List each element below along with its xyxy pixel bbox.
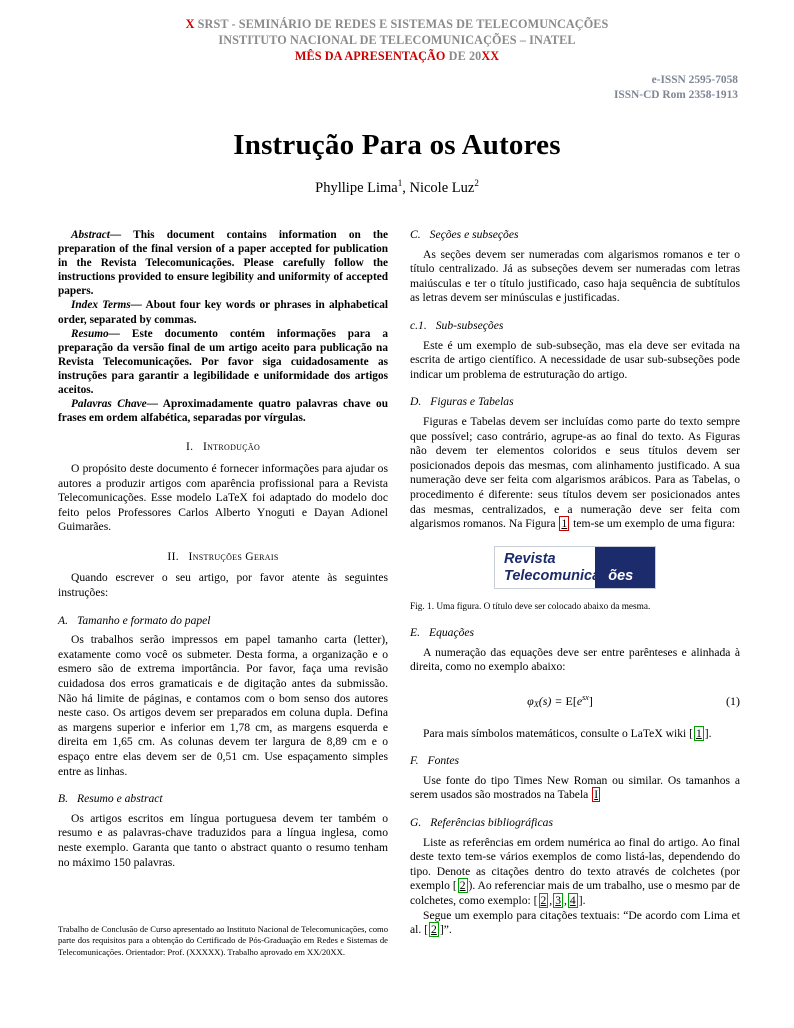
subsection-heading-f [410, 754, 740, 769]
subsection-c1-paragraph: Este é um exemplo de sub-subseção, mas ela deve ser evitada na escrita de artigo científico. A necessidade de usar sub-subseções pode indicar um problema de estruturação do artigo. [410, 338, 740, 381]
abstract-text: This document contains information on the preparation of the final version of a paper accepted for publication in the Revista Telecomunicações. Please carefully follow the instructions provided to ensure legibility and uniformity of accepted papers. [58, 229, 388, 298]
equation-exponent: sx [582, 693, 589, 703]
resumo-text: Este documento contém informações para a preparação da versão final de um artigo aceito para publicação na Revista Telecomunicações. Por favor siga cuidadosamente as instruções para garantir a legibilidade e uniformidade dos artigos aceitos. [58, 327, 388, 397]
presentation-month: MÊS DA APRESENTAÇÃO [294, 49, 446, 63]
author-separator: , [402, 179, 410, 196]
subsection-d-text-b: tem-se um exemplo de uma figura: [570, 517, 736, 531]
author-2-name: Nicole Luz [409, 179, 475, 196]
latex-wiki-text-b: . [708, 726, 712, 740]
abstract-label: Abstract— [71, 229, 122, 241]
subsection-g-text-a: Liste as referências em ordem numérica ao final do artigo. Ao final deste texto tem-se vários exemplos de como listá-las, dependendo do tipo. Denote as citações dentro do texto através de colchetes (por exemplo [410, 835, 740, 893]
subsection-f-text-a: Use fonte do tipo Times New Roman ou similar. Os tamanhos a serem usados são mostrados na Tabela [410, 773, 740, 802]
subsection-heading-c [410, 228, 740, 243]
subsection-a-paragraph: Os trabalhos serão impressos em papel tamanho carta (letter), exatamente como você os submeter. Desta forma, a organização e o esmero são de extrema importância. Por favor, faça uma revisão cuidadosa dos erros gramaticais e de digitação antes da submissão. Não há limite de páginas, e contamos com o bom senso dos autores neste caso. Os artigos devem ser preparados em coluna dupla. Defina as margens superior e inferior em 1,78 cm, as margens esquerda e direita em 1,65 cm. As colunas devem ter largura de 8,89 cm e o espaço entre elas devem ser de 0,51 cm. Use espaçamento simples entre as linhas. [58, 633, 388, 778]
citation-link-4[interactable]: 3 [555, 894, 561, 907]
subsection-g-text-b: ). Ao referenciar mais de um trabalho, use o mesmo par de colchetes, como exemplo: [ [410, 879, 741, 907]
citation-link-1[interactable]: 1 [696, 726, 702, 740]
subsection-e-paragraph: A numeração das equações deve ser entre parênteses e alinhada à direita, como no exemplo abaixo: [410, 645, 740, 674]
conference-line-1 [0, 16, 794, 32]
subsection-heading-c1 [410, 319, 740, 334]
presentation-year: XX [481, 49, 500, 63]
equation-bracket-open: [ [572, 694, 577, 709]
section-1-title: Introdução [202, 440, 261, 454]
section-1-number: I. [185, 440, 194, 454]
subsection-heading-d [410, 395, 740, 410]
author-1-affiliation-marker: 1 [397, 178, 403, 188]
subsection-g-quote-a: Segue um exemplo para citações textuais: “De acordo com Lima et al. [ [410, 908, 740, 937]
subsection-g-paragraph-1: Liste as referências em ordem numérica ao final do artigo. Ao final deste texto tem-se vários exemplos de como listá-las, dependendo do tipo. Denote as citações dentro do texto através de colchetes (por exemplo [ 2 ). Ao referenciar mais de um trabalho, use o mesmo par de colchetes, como exemplo: [ 2 , 3 , 4 ]. [410, 835, 741, 907]
logo-line-1: Revista [504, 550, 556, 567]
citation-link-5[interactable]: 4 [569, 894, 576, 907]
figure-1-caption: Fig. 1. Uma figura. O título deve ser colocado abaixo da mesma. [410, 602, 651, 613]
section-2-number: II. [167, 549, 179, 563]
citation-link-3[interactable]: 2 [540, 894, 547, 907]
index-terms-paragraph [58, 298, 388, 326]
subsection-g-title: Referências bibliográficas [430, 816, 553, 830]
palavras-chave-text: Aproximadamente quatro palavras chave ou frases em ordem alfabética, separadas por vírgulas. [58, 398, 388, 425]
right-column [410, 228, 740, 938]
resumo-label: Resumo— [71, 327, 120, 340]
latex-wiki-paragraph: Para mais símbolos matemáticos, consulte o LaTeX wiki [ 1 ]. [423, 726, 712, 740]
subsection-e-letter: E. [410, 626, 420, 640]
subsection-d-title: Figuras e Tabelas [430, 395, 514, 409]
subsection-a-title: Tamanho e formato do papel [76, 613, 211, 627]
subsection-d-paragraph [410, 415, 740, 532]
logo-text [504, 551, 633, 585]
revista-telecomunicacoes-logo [494, 546, 656, 589]
author-list [0, 178, 794, 197]
subsection-d-letter: D. [410, 395, 422, 409]
page-title: Instrução Para os Autores [233, 129, 561, 161]
subsection-g-text-e: ]. [578, 894, 586, 907]
equation-1-row [410, 691, 740, 713]
section-1-paragraph: O propósito deste documento é fornecer informações para ajudar os autores a produzir artigos com aparência profissional para a Revista Telecomunicações. Esse modelo LaTeX foi adaptado do modelo doc feito pelos Professores Carlos Alberto Ynoguti e Dayan Adionel Guimarães. [58, 461, 388, 534]
citation-link-6[interactable]: 2 [431, 923, 437, 937]
figure-1 [410, 546, 740, 614]
section-2-paragraph: Quando escrever o seu artigo, por favor atente às seguintes instruções: [58, 571, 388, 600]
subsection-f-letter: F. [410, 754, 419, 768]
palavras-chave-paragraph [58, 397, 388, 425]
subsection-f-title: Fontes [427, 754, 460, 768]
subsection-c-title: Seções e subseções [429, 228, 519, 241]
two-column-body [58, 228, 740, 938]
conference-line-3: MÊS DA APRESENTAÇÃO DE 20XX [294, 49, 500, 63]
subsection-d-text-a: Figuras e Tabelas devem ser incluídas como parte do texto sempre que possível; caso contrário, agrupe-as ao final do texto. As Figuras não devem ter elementos coloridos e seus títulos devem ser posicionados depois das mesmas, com alinhamento justificado. A sua numeração deve ser feita com algarismos arábicos. Para as Tabelas, o procedimento é diferente: seus títulos devem ser posicionados antes das mesmas, centralizados, e a numeração deve ser feita com algarismos romanos. Na Figura [410, 414, 740, 531]
conference-line-2: INSTITUTO NACIONAL DE TELECOMUNICAÇÕES – INATEL [218, 33, 576, 47]
subsection-heading-g [410, 816, 740, 831]
table-reference-link[interactable]: I [594, 788, 599, 802]
conference-header [0, 0, 794, 64]
index-terms-text: About four key words or phrases in alphabetical order, separated by commas. [58, 299, 388, 326]
conference-name: SRST - SEMINÁRIO DE REDES E SISTEMAS DE TELECOMUNCAÇÕES [194, 17, 609, 31]
subsection-a-letter: A. [58, 613, 68, 627]
subsection-c-paragraph: As seções devem ser numeradas com algarismos romanos e ter o título centralizado. Já as subseções devem ser numeradas com letras maiúsculas e ter o título justificado, caso haja sequência de subtítulos as letras devem ser minúsculas e justificadas. [410, 247, 740, 305]
equation-arg: (s) = [538, 694, 566, 709]
equation-e: e [576, 694, 583, 709]
equation-phi: φ [527, 694, 534, 709]
author-2-affiliation-marker: 2 [474, 178, 479, 188]
equation-1-body [410, 691, 710, 713]
subsection-heading-e [410, 626, 740, 641]
subsection-g-paragraph-2 [410, 909, 740, 938]
subsection-b-letter: B. [58, 792, 68, 806]
index-terms-label: Index Terms— [71, 299, 142, 312]
subsection-c1-title: Sub-subseções [435, 318, 504, 332]
eissn-line: e-ISSN 2595-7058 [651, 74, 738, 86]
equation-1-number: (1) [726, 694, 740, 709]
equation-subscript-x: X [533, 700, 539, 710]
figure-reference-link[interactable]: 1 [561, 517, 568, 531]
subsection-e-title: Equações [428, 626, 475, 640]
equation-bracket-close: ] [588, 694, 593, 709]
author-1-name: Phyllipe Lima [315, 179, 398, 196]
subsection-g-comma-1: , [549, 894, 553, 907]
latex-wiki-text-a: Para mais símbolos matemáticos, consulte o LaTeX wiki [423, 726, 690, 740]
conference-edition-number: X [185, 17, 195, 31]
section-heading-instrucoes-gerais [58, 550, 388, 565]
subsection-g-letter: G. [410, 816, 422, 830]
subsection-b-paragraph: Os artigos escritos em língua portuguesa devem ter também o resumo e as palavras-chave traduzidos para a língua inglesa, como neste exemplo. Garanta que tanto o abstract quanto o resumo tenham no máximo 150 palavras. [58, 811, 388, 869]
subsection-heading-b [58, 792, 388, 807]
subsection-f-paragraph [410, 774, 740, 803]
logo-line-2: Telecomunicações [504, 567, 634, 584]
footnote-block [58, 920, 388, 958]
subsection-g-quote-b: ]”. [439, 923, 452, 937]
section-heading-introducao [58, 440, 388, 455]
equation-expectation: E [565, 694, 573, 709]
resumo-paragraph [58, 327, 388, 397]
section-2-title: Instruções Gerais [188, 549, 279, 563]
issn-block [0, 73, 794, 103]
subsection-c-letter: C. [410, 228, 421, 241]
palavras-chave-label: Palavras Chave— [71, 398, 158, 411]
abstract-paragraph [58, 228, 388, 298]
left-column [58, 228, 388, 938]
citation-link-2[interactable]: 2 [459, 879, 466, 893]
subsection-c1-letter: c.1. [410, 318, 427, 332]
subsection-heading-a [58, 614, 388, 629]
subsection-b-title: Resumo e abstract [76, 792, 163, 806]
issn-cdrom-line: ISSN-CD Rom 2358-1913 [613, 89, 738, 101]
footnote-text: Trabalho de Conclusão de Curso apresentado ao Instituto Nacional de Telecomunicações, como parte dos requisitos para a obtenção do Certificado de Pós-Graduação em Redes e Sistemas de Telecomunicações. Orientador: Prof. (XXXXX). Trabalho aprovado em XX/20XX. [58, 924, 388, 957]
subsection-g-comma-2: , [564, 894, 567, 907]
